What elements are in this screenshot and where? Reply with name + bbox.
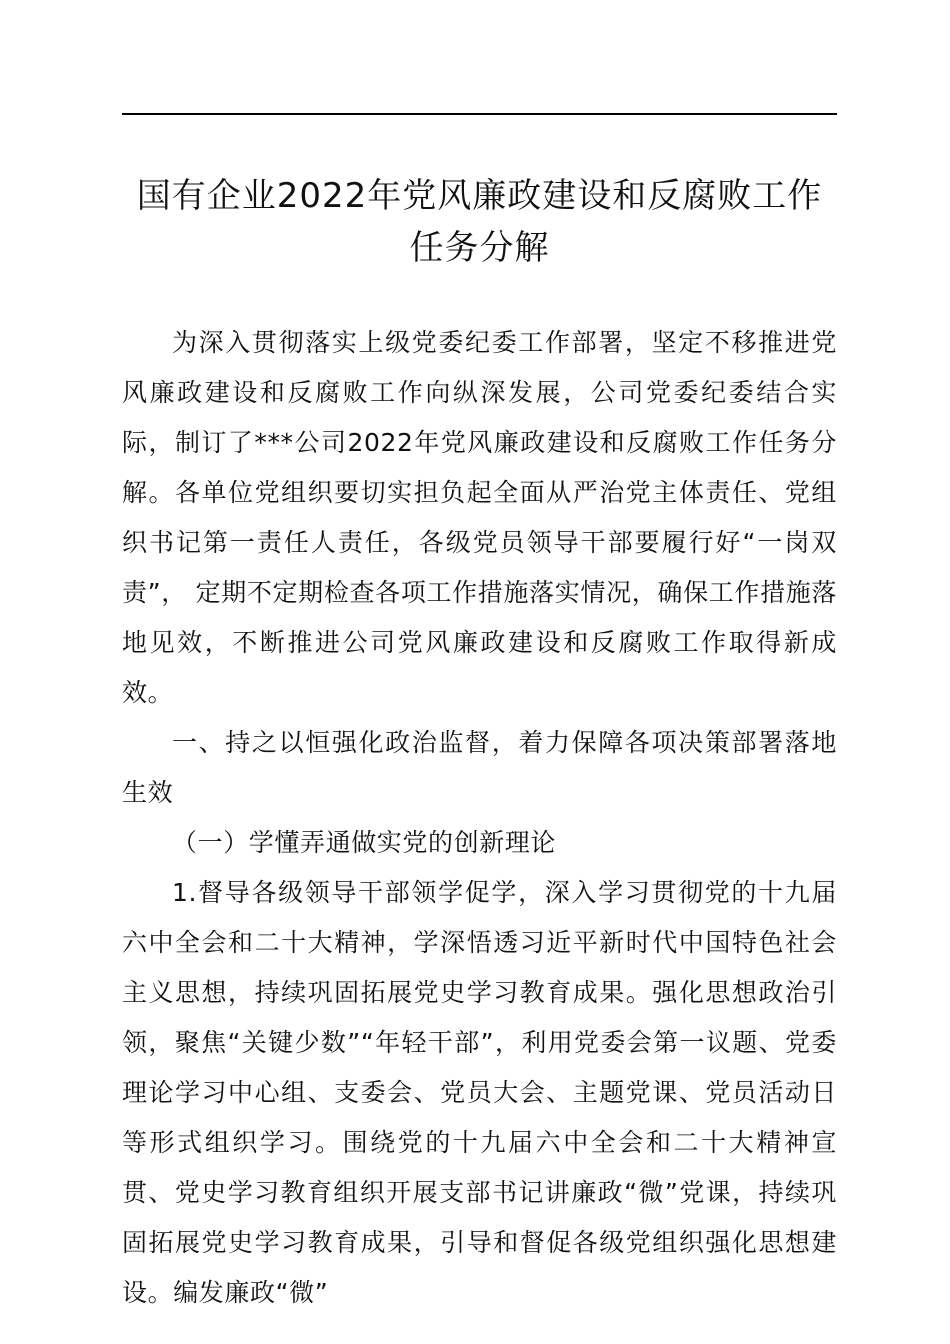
document-body — [122, 318, 837, 1318]
subsection-heading-1: （一）学懂弄通做实党的创新理论 — [172, 828, 557, 857]
item-paragraph-1: 1.督导各级领导干部领学促学，深入学习贯彻党的十九届六中全会和二十大精神，学深悟透习近平新时代中国特色社会主义思想，持续巩固拓展党史学习教育成果。强化思想政治引领，聚焦“关键少数”“年轻干部”，利用党委会第一议题、党委理论学习中心组、支委会、党员大会、主题党课、党员活动日等形式组织学习。围绕党的十九届六中全会和二十大精神宣贯、党史学习教育组织开展支部书记讲廉政“微”党课，持续巩固拓展党史学习教育成果，引导和督促各级党组织强化思想建设。编发廉政“微” — [122, 878, 837, 1307]
title-line-2: 任务分解 — [409, 228, 550, 268]
document-title — [122, 170, 837, 274]
section-heading-1: 一、持之以恒强化政治监督，着力保障各项决策部署落地生效 — [122, 728, 837, 807]
intro-paragraph: 为深入贯彻落实上级党委纪委工作部署，坚定不移推进党风廉政建设和反腐败工作向纵深发展，公司党委纪委结合实际，制订了***公司2022年党风廉政建设和反腐败工作任务分解。各单位党组织要切实担负起全面从严治党主体责任、党组织书记第一责任人责任，各级党员领导干部要履行好“一岗双责”， 定期不定期检查各项工作措施落实情况，确保工作措施落地见效，不断推进公司党风廉政建设和反腐败工作取得新成效。 — [122, 328, 837, 707]
title-line-1: 国有企业2022年党风廉政建设和反腐败工作 — [136, 176, 823, 216]
header-rule — [122, 113, 837, 115]
